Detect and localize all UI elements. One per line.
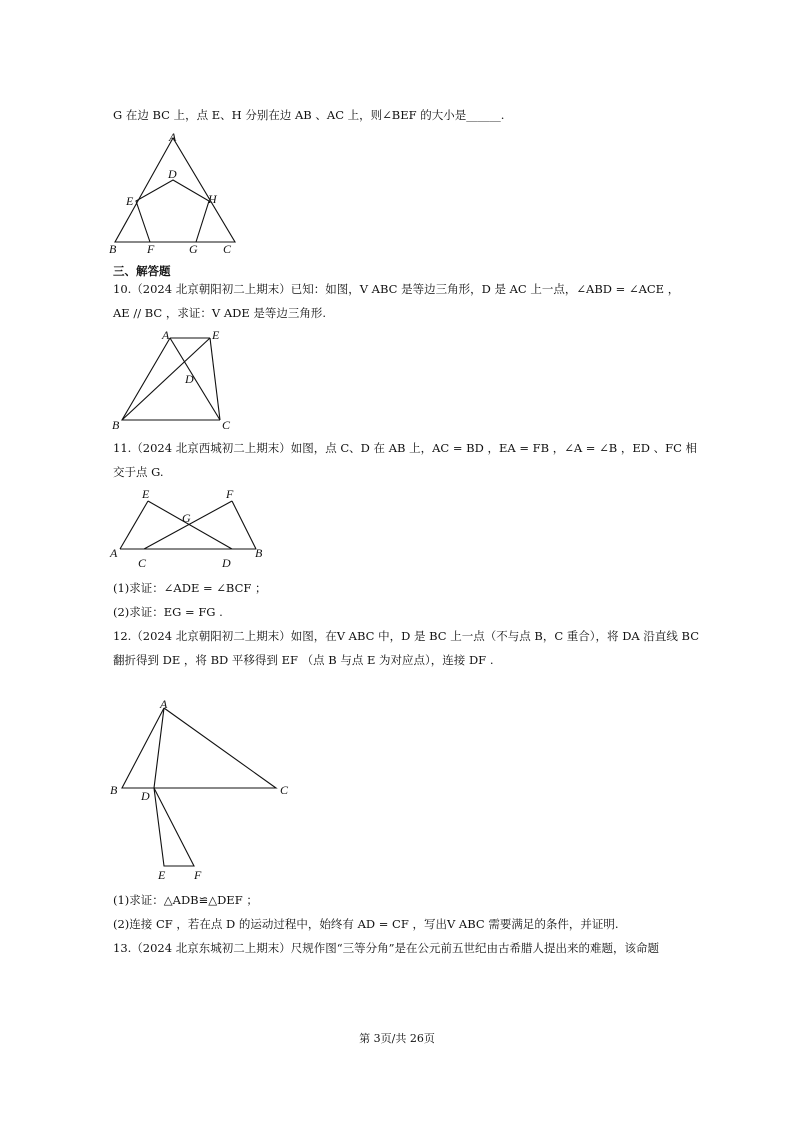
label-c: C xyxy=(280,783,289,797)
label-e: E xyxy=(142,487,150,501)
pentagon-defgh xyxy=(136,180,209,242)
section-heading: 三、解答题 xyxy=(113,264,171,278)
segment-bf xyxy=(232,501,256,549)
segment-ae xyxy=(120,501,148,549)
segment-ec xyxy=(210,338,220,420)
figure-q12 xyxy=(108,696,298,886)
q11-line2: 交于点 G. xyxy=(113,465,164,479)
q10-line1: 10.（2024 北京朝阳初二上期末）已知：如图，V ABC 是等边三角形，D 是 AC 上一点，∠ABD = ∠ACE ， xyxy=(113,282,680,296)
label-g: G xyxy=(182,511,191,525)
q12-line1: 12.（2024 北京朝阳初二上期末）如图，在V ABC 中，D 是 BC 上一点（不与点 B，C 重合），将 DA 沿直线 BC xyxy=(113,629,700,643)
triangle-abc xyxy=(122,708,276,788)
label-d: D xyxy=(141,789,150,803)
label-b: B xyxy=(109,242,117,256)
label-d: D xyxy=(222,556,231,570)
label-d: D xyxy=(185,372,194,386)
label-e: E xyxy=(158,868,166,882)
q10-line2: AE // BC ，求证：V ADE 是等边三角形. xyxy=(113,306,327,320)
label-b: B xyxy=(255,546,263,560)
label-a: A xyxy=(162,328,170,342)
segment-ad xyxy=(154,708,164,788)
label-c: C xyxy=(223,242,232,256)
label-f: F xyxy=(147,242,155,256)
triangle-abc xyxy=(115,138,235,242)
label-c: C xyxy=(138,556,147,570)
q12-part2: (2)连接 CF ，若在点 D 的运动过程中，始终有 AD = CF ，写出V ABC 需要满足的条件，并证明. xyxy=(113,917,619,931)
page-footer: 第 3页/共 26页 xyxy=(359,1032,435,1045)
label-b: B xyxy=(112,418,120,432)
segments-ab-bc xyxy=(122,338,220,420)
label-g: G xyxy=(189,242,198,256)
label-h: H xyxy=(208,192,217,206)
triangle-def xyxy=(154,788,194,866)
label-a: A xyxy=(169,130,177,144)
q12-line2: 翻折得到 DE ，将 BD 平移得到 EF （点 B 与点 E 为对应点），连接 DF . xyxy=(113,653,494,667)
label-d: D xyxy=(168,167,177,181)
label-a: A xyxy=(160,697,168,711)
q11-part2: (2)求证：EG = FG . xyxy=(113,605,223,619)
figure-q10 xyxy=(110,326,240,432)
q11-part1: (1)求证：∠ADE = ∠BCF ； xyxy=(113,581,267,595)
label-f: F xyxy=(194,868,202,882)
label-c: C xyxy=(222,418,231,432)
q13-line1: 13.（2024 北京东城初二上期末）尺规作图“三等分角”是在公元前五世纪由古希腊人提出来的难题，该命题 xyxy=(113,941,659,955)
label-e: E xyxy=(212,328,220,342)
label-f: F xyxy=(226,487,234,501)
figure-q11 xyxy=(108,485,273,570)
intro-line: G 在边 BC 上，点 E、H 分别在边 AB 、AC 上，则∠BEF 的大小是______. xyxy=(113,108,505,122)
segment-ac xyxy=(170,338,220,420)
q12-part1: (1)求证：△ADB≌△DEF ； xyxy=(113,893,258,907)
label-b: B xyxy=(110,783,118,797)
label-a: A xyxy=(110,546,118,560)
q11-line1: 11.（2024 北京西城初二上期末）如图，点 C、D 在 AB 上，AC = BD ，EA = FB ，∠A = ∠B ，ED 、FC 相 xyxy=(113,441,698,455)
segment-be xyxy=(122,338,210,420)
figure-pentagon-triangle xyxy=(105,128,245,258)
label-e: E xyxy=(126,194,134,208)
